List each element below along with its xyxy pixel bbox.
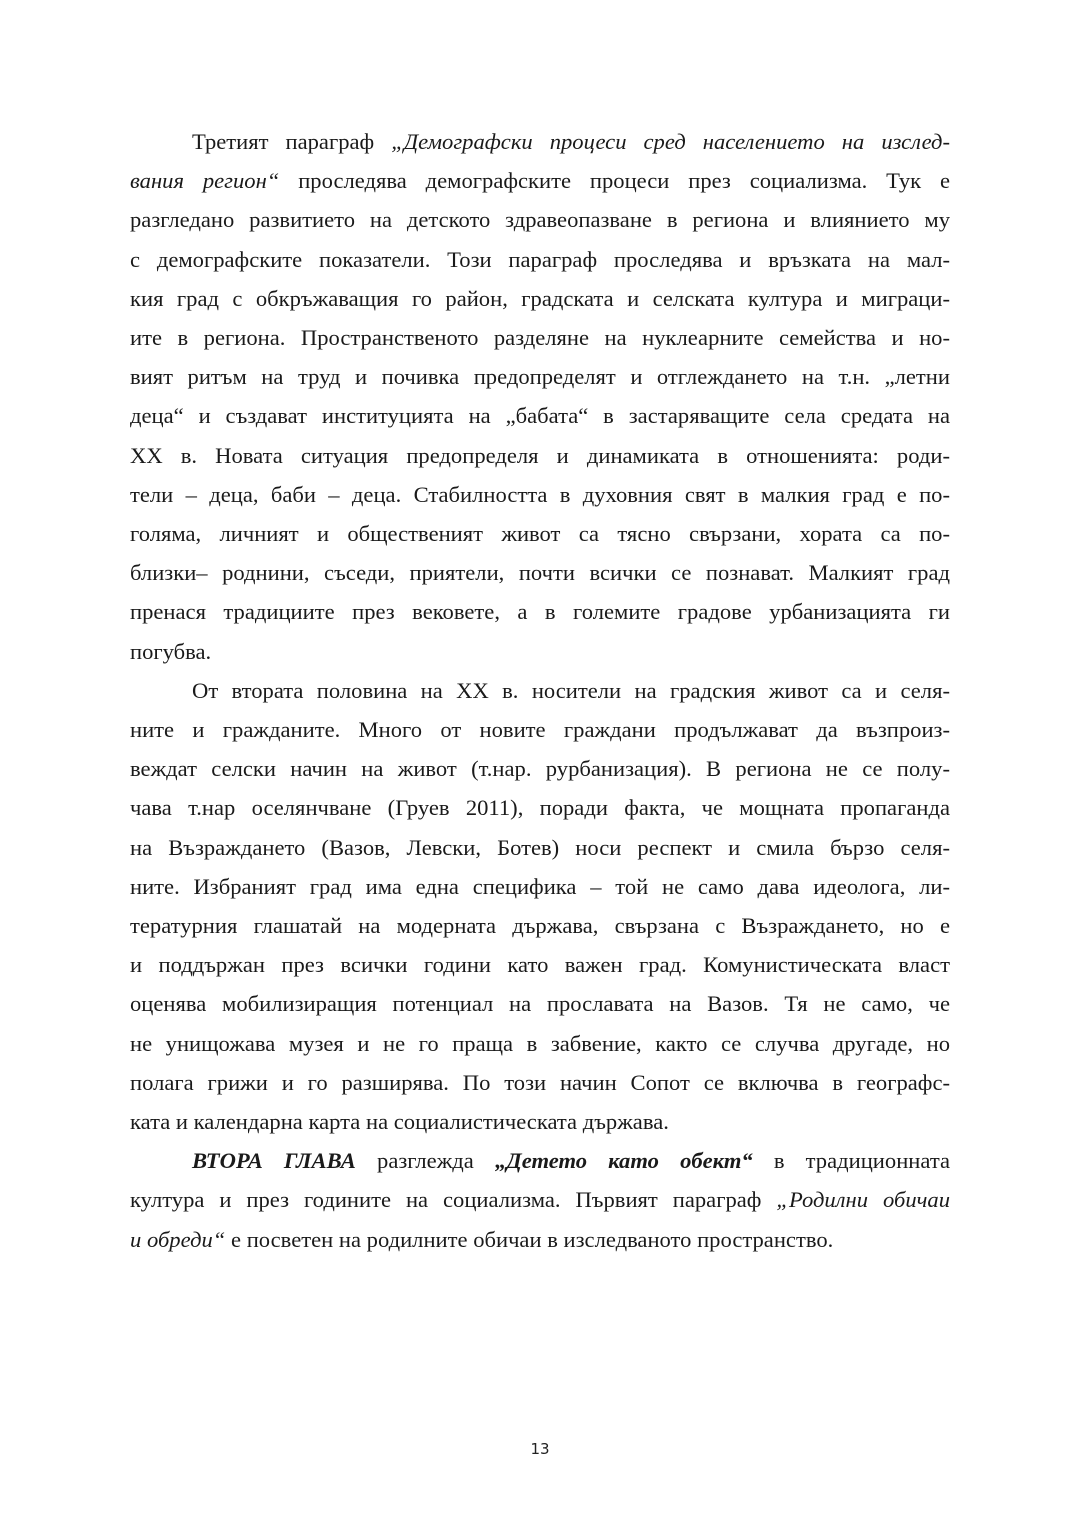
paragraph-2 xyxy=(130,671,950,1141)
text-run: ите в региона. Пространственото разделяне на нуклеарните семейства и но- xyxy=(130,325,950,351)
text-run: пренася традициите през вековете, а в големите градове урбанизацията ги xyxy=(130,599,950,625)
emphasized-text: „Детето като обект“ xyxy=(494,1148,753,1174)
text-run: близки– роднини, съседи, приятели, почти всички се познават. Малкият град xyxy=(130,560,950,586)
text-line xyxy=(130,1180,950,1219)
text-line xyxy=(130,553,950,592)
italic-title: вания регион“ xyxy=(130,168,280,194)
text-line xyxy=(130,200,950,239)
text-line xyxy=(130,318,950,357)
text-line xyxy=(130,279,950,318)
italic-title: и обреди“ xyxy=(130,1226,226,1252)
text-run: кия град с обкръжаващия го район, градската и селската култура и миграци- xyxy=(130,285,950,311)
page-number: 13 xyxy=(530,1440,550,1458)
text-line xyxy=(130,1141,950,1180)
text-run: чава т.нар оселянчване (Груев 2011), поради факта, че мощната пропаганда xyxy=(130,795,950,821)
text-line xyxy=(130,945,950,984)
emphasized-text: ВТОРА ГЛАВА xyxy=(192,1148,356,1174)
text-line xyxy=(130,161,950,200)
paragraph-1 xyxy=(130,122,950,671)
text-line xyxy=(130,122,950,161)
text-line xyxy=(130,828,950,867)
text-run: тели – деца, баби – деца. Стабилността в духовния свят в малкия град е по- xyxy=(130,481,950,507)
text-run: на Възраждането (Вазов, Левски, Ботев) носи респект и смила бързо селя- xyxy=(130,834,950,860)
text-run: проследява демографските процеси през социализма. Тук е xyxy=(279,168,950,194)
text-line xyxy=(130,632,950,671)
text-line xyxy=(130,1102,950,1141)
text-run: разгледано развитието на детското здравеопазване в региона и влиянието му xyxy=(130,207,950,233)
italic-title: „Родилни обичаи xyxy=(776,1187,951,1213)
text-run: е посветен на родилните обичаи в изследваното пространство. xyxy=(225,1226,834,1252)
text-line xyxy=(130,984,950,1023)
text-line xyxy=(130,867,950,906)
paragraph-3 xyxy=(130,1141,950,1259)
text-run: в традиционната xyxy=(752,1148,951,1174)
text-run: ните. Избраният град има една специфика – той не само дава идеолога, ли- xyxy=(130,873,950,899)
text-run: От втората половина на XX в. носители на градския живот са и селя- xyxy=(192,677,950,703)
text-line xyxy=(130,1220,950,1259)
text-run: тературния глашатай на модерната държава, свързана с Възраждането, но е xyxy=(130,913,950,939)
text-run: веждат селски начин на живот (т.нар. рурбанизация). В региона не се полу- xyxy=(130,756,950,782)
text-line xyxy=(130,475,950,514)
text-run: не унищожава музея и не го праща в забвение, както се случва другаде, но xyxy=(130,1030,950,1056)
text-run: деца“ и създават институцията на „бабата“ в застаряващите села средата на xyxy=(130,403,950,429)
text-run: и поддържан през всички години като важен град. Комунистическата власт xyxy=(130,952,950,978)
text-line xyxy=(130,436,950,475)
text-line xyxy=(130,514,950,553)
text-line xyxy=(130,396,950,435)
text-line xyxy=(130,710,950,749)
text-line xyxy=(130,357,950,396)
text-line xyxy=(130,1063,950,1102)
text-line xyxy=(130,671,950,710)
text-run: голяма, личният и общественият живот са тясно свързани, хората са по- xyxy=(130,521,950,547)
text-run: XX в. Новата ситуация предопределя и динамиката в отношенията: роди- xyxy=(130,442,950,468)
italic-title: „Демографски процеси сред населението на изслед- xyxy=(391,129,950,154)
text-run: погубва. xyxy=(130,638,212,664)
text-line xyxy=(130,1024,950,1063)
text-run: вият ритъм на труд и почивка предопределят и отглеждането на т.н. „летни xyxy=(130,364,950,390)
text-run: култура и през годините на социализма. Първият параграф xyxy=(130,1187,777,1213)
text-line xyxy=(130,240,950,279)
body-text xyxy=(130,122,950,1259)
text-run: ката и календарна карта на социалистическата държава. xyxy=(130,1109,669,1135)
text-run: полага грижи и го разширява. По този начин Сопот се включва в географс- xyxy=(130,1069,950,1095)
text-run: с демографските показатели. Този параграф проследява и връзката на мал- xyxy=(130,246,950,272)
text-run: оценява мобилизиращия потенциал на прославата на Вазов. Тя не само, че xyxy=(130,991,950,1017)
text-run: Третият параграф xyxy=(192,129,392,154)
text-line xyxy=(130,749,950,788)
text-run: разглежда xyxy=(355,1148,495,1174)
text-line xyxy=(130,906,950,945)
text-run: ните и гражданите. Много от новите граждани продължават да възпроиз- xyxy=(130,717,950,743)
text-line xyxy=(130,788,950,827)
text-line xyxy=(130,592,950,631)
